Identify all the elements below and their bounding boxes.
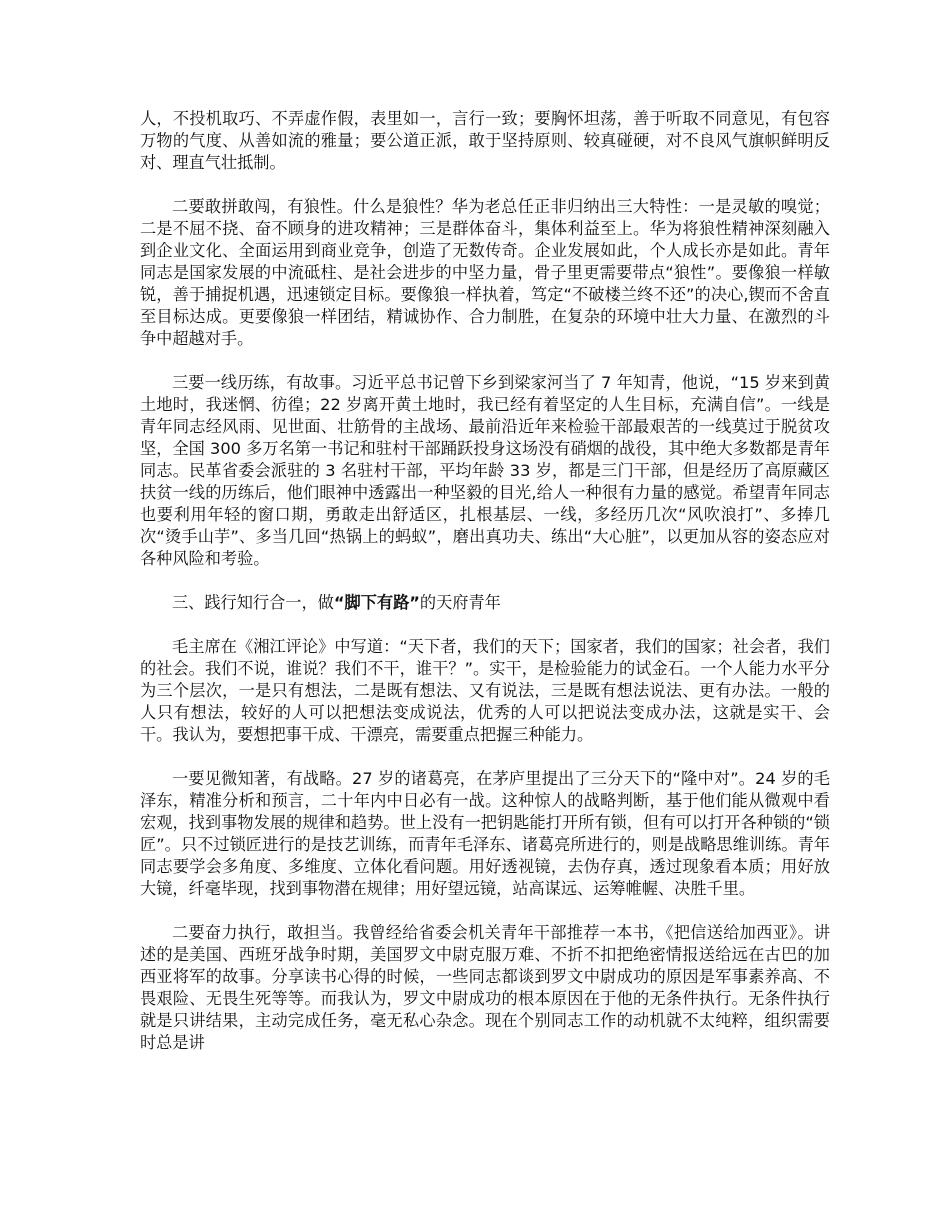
document-page [140,108,830,1076]
section-heading-after: 的天府青年 [419,593,501,612]
paragraph-integrity: 人，不投机取巧、不弄虚作假，表里如一，言行一致；要胸怀坦荡，善于听取不同意见，有包容万物的气度、从善如流的雅量；要公道正派，敢于坚持原则、较真碰硬，对不良风气旗帜鲜明反对、理直气壮抵制。 [140,109,830,172]
paragraph-wolf-spirit: 二要敢拼敢闯，有狼性。什么是狼性？华为老总任正非归纳出三大特性：一是灵敏的嗅觉；二是不屈不挠、奋不顾身的进攻精神；三是群体奋斗，集体利益至上。华为将狼性精神深刻融入到企业文化、全面运用到商业竞争，创造了无数传奇。企业发展如此，个人成长亦是如此。青年同志是国家发展的中流砥柱、是社会进步的中坚力量，骨子里更需要带点“狼性”。要像狼一样敏锐，善于捕捉机遇，迅速锁定目标。要像狼一样执着，笃定“不破楼兰终不还”的决心,锲而不舍直至目标达成。更要像狼一样团结，精诚协作、合力制胜，在复杂的环境中壮大力量、在激烈的斗争中超越对手。 [140,197,830,348]
section-heading-before: 三、践行知行合一，做 [172,593,334,612]
section-heading-quoted: “脚下有路” [333,593,420,612]
paragraph-strategy: 一要见微知著，有战略。27 岁的诸葛亮，在茅庐里提出了三分天下的“隆中对”。24 岁的毛泽东，精准分析和预言，二十年内中日必有一战。这种惊人的战略判断，基于他们能从微观中看宏观，找到事物发展的规律和趋势。世上没有一把钥匙能打开所有锁，但有可以打开各种锁的“锁匠”。只不过锁匠进行的是技艺训练，而青年毛泽东、诸葛亮所进行的，则是战略思维训练。青年同志要学会多角度、多维度、立体化看问题。用好透视镜，去伪存真，透过现象看本质；用好放大镜，纤毫毕现，找到事物潜在规律；用好望远镜，站高谋远、运筹帷幄、决胜千里。 [140,769,830,898]
paragraph-execution: 二要奋力执行，敢担当。我曾经给省委会机关青年干部推荐一本书，《把信送给加西亚》。讲述的是美国、西班牙战争时期，美国罗文中尉克服万难、不折不扣把绝密情报送给远在古巴的加西亚将军的故事。分享读书心得的时候，一些同志都谈到罗文中尉成功的原因是军事素养高、不畏艰险、无畏生死等等。而我认为，罗文中尉成功的根本原因在于他的无条件执行。无条件执行就是只讲结果，主动完成任务，毫无私心杂念。现在个别同志工作的动机就不太纯粹，组织需要时总是讲 [140,923,830,1052]
paragraph-frontline: 三要一线历练，有故事。习近平总书记曾下乡到梁家河当了 7 年知青，他说，“15 岁来到黄土地时，我迷惘、彷徨；22 岁离开黄土地时，我已经有着坚定的人生目标，充满自信”。一线是青年同志经风雨、见世面、壮筋骨的主战场、最前沿近年来检验干部最艰苦的一线莫过于脱贫攻坚，全国 300 多万名第一书记和驻村干部踊跃投身这场没有硝烟的战役，其中绝大多数都是青年同志。民革省委会派驻的 3 名驻村干部，平均年龄 33 岁，都是三门干部，但是经历了高原藏区扶贫一线的历练后，他们眼神中透露出一种坚毅的目光,给人一种很有力量的感觉。希望青年同志也要利用年轻的窗口期，勇敢走出舒适区，扎根基层、一线，多经历几次“风吹浪打”、多捧几次“烫手山芋”、多当几回“热锅上的蚂蚁”，磨出真功夫、练出“大心脏”，以更加从容的姿态应对各种风险和考验。 [140,373,830,568]
paragraph-practice: 毛主席在《湘江评论》中写道：“天下者，我们的天下；国家者，我们的国家；社会者，我们的社会。我们不说，谁说？我们不干，谁干？”。实干，是检验能力的试金石。一个人能力水平分为三个层次，一是只有想法，二是既有想法、又有说法，三是既有想法说法、更有办法。一般的人只有想法，较好的人可以把想法变成说法，优秀的人可以把说法变成办法，这就是实干、会干。我认为，要想把事干成、干漂亮，需要重点把握三种能力。 [140,637,830,744]
section-heading [140,592,830,614]
